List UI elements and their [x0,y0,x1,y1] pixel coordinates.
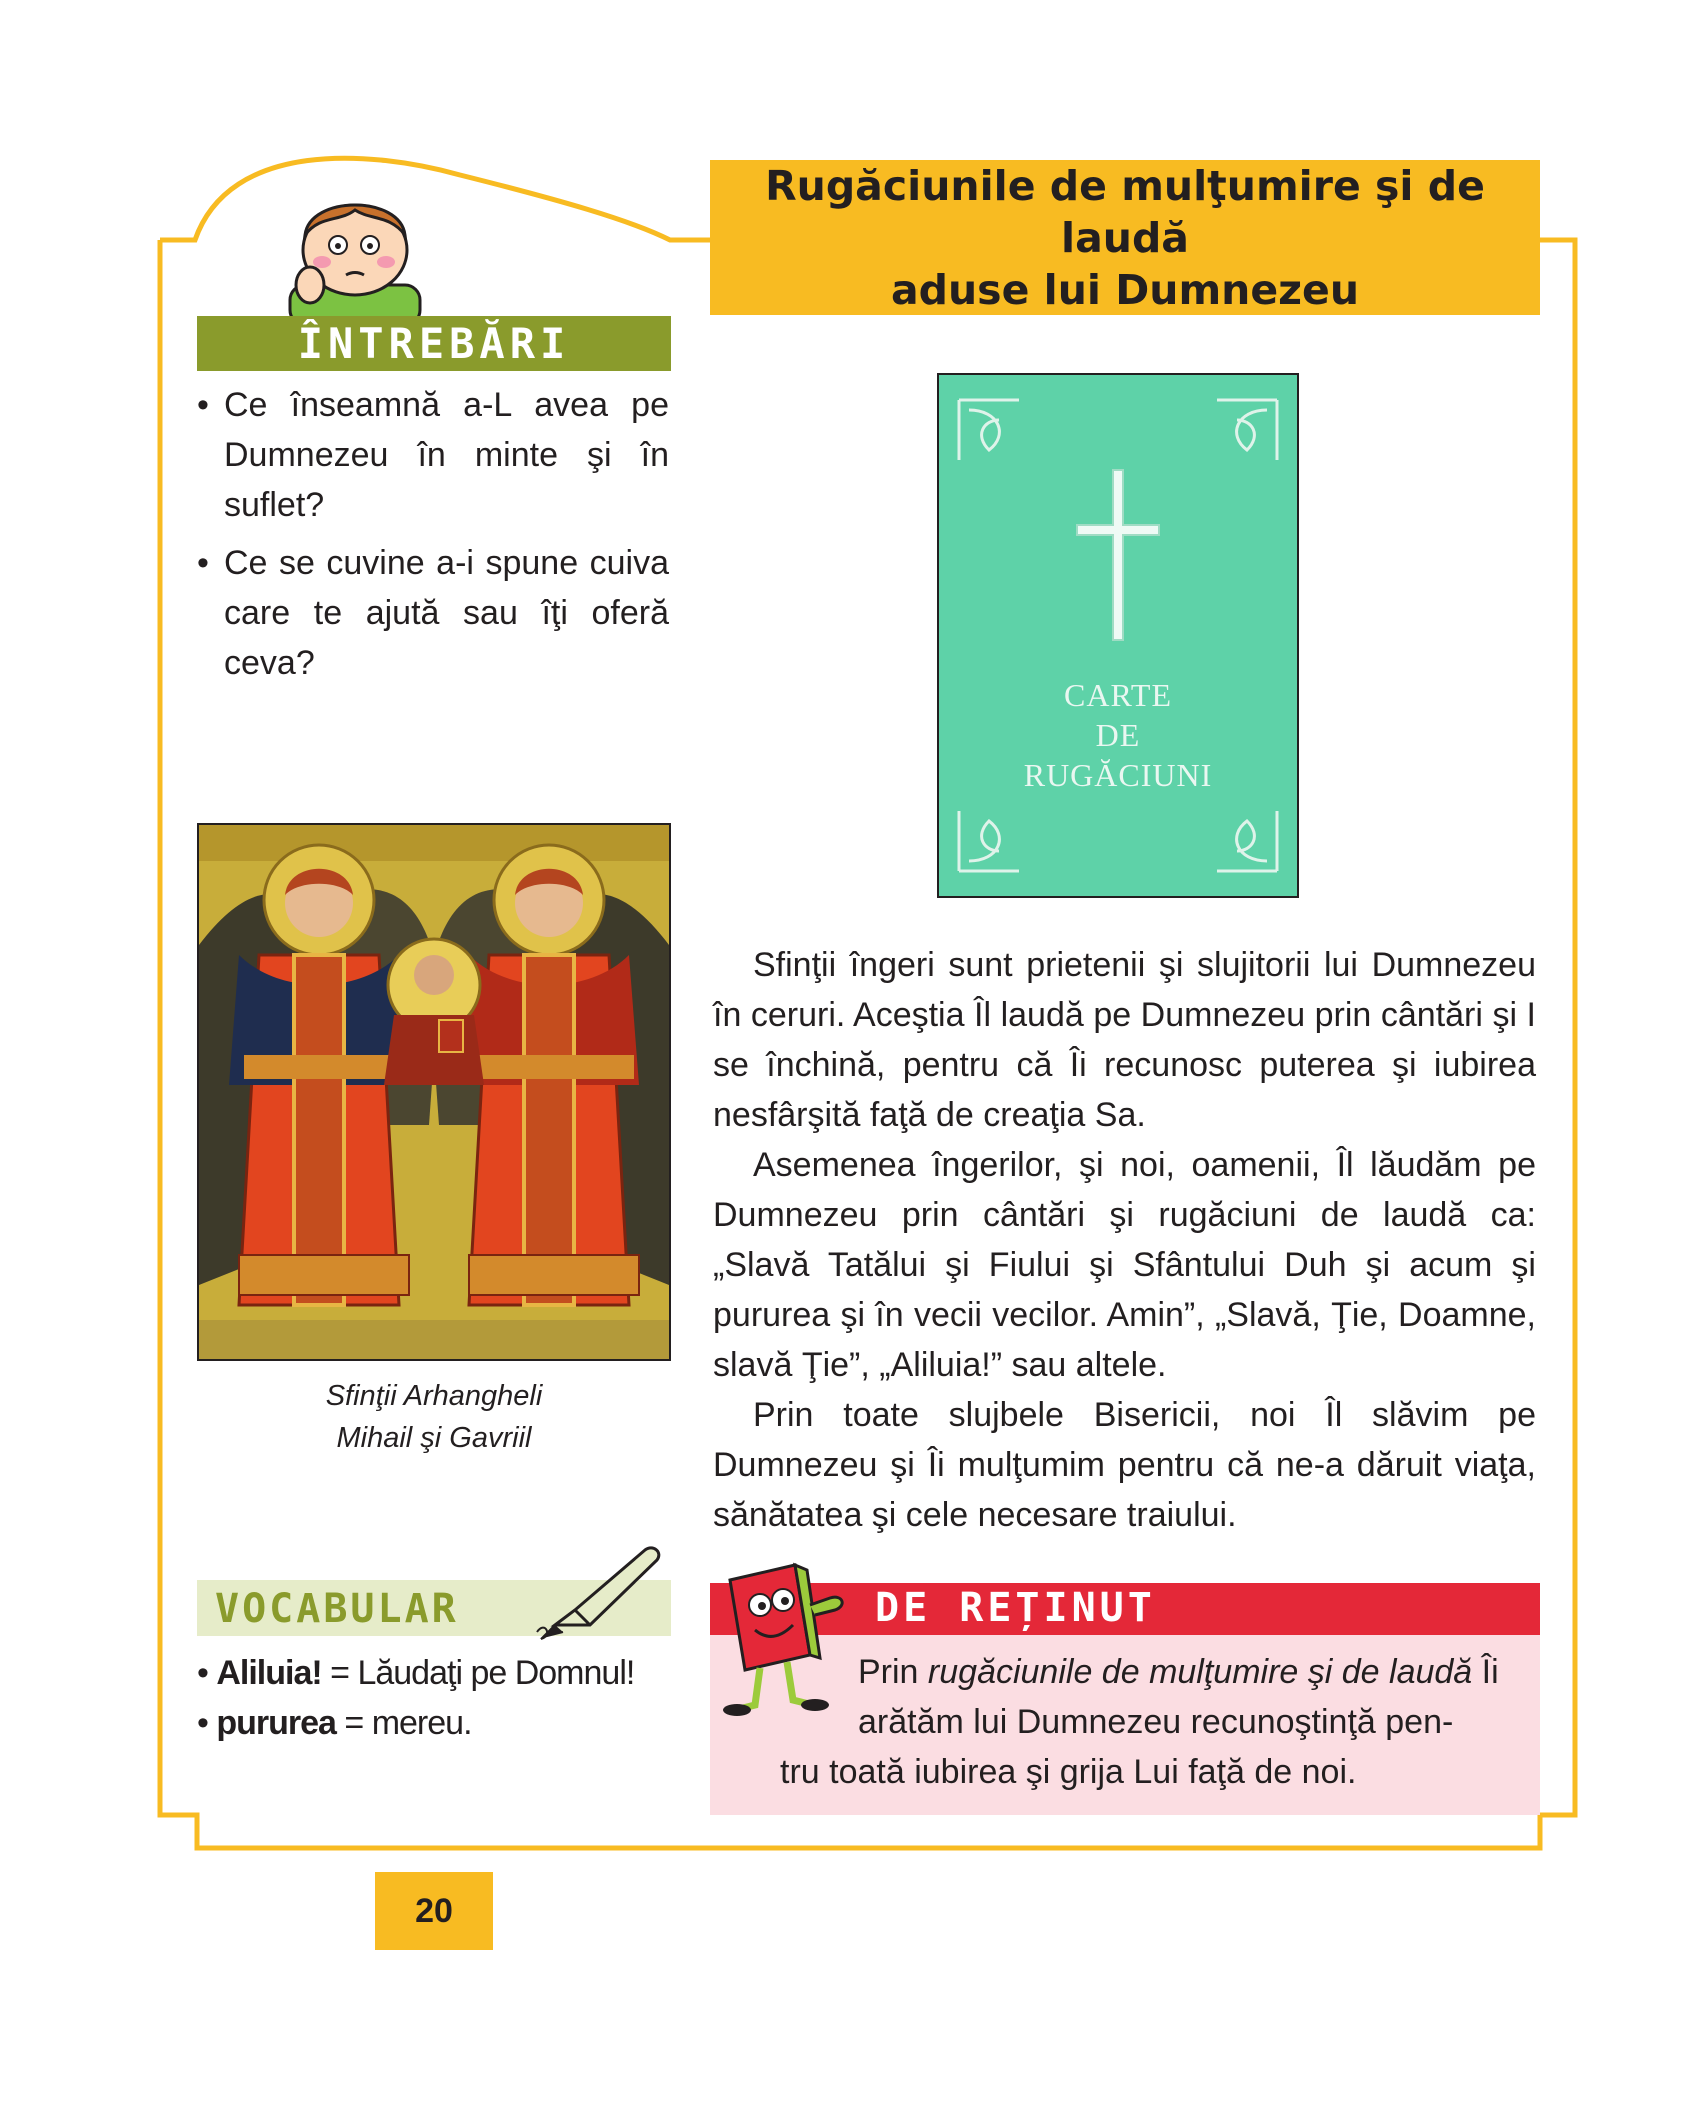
lesson-body [713,940,1536,1540]
body-paragraph: Prin toate slujbele Bisericii, noi Îl slăvim pe Dumnezeu şi Îi mulţumim pentru că ne-a dăruit viaţa, sănătatea şi cele necesare traiului. [713,1396,1536,1534]
vocabulary-heading: VOCABULAR [215,1586,459,1632]
questions-heading: ÎNTREBĂRI [297,319,571,368]
question-item: • Ce înseamnă a-L avea pe Dumnezeu în minte şi în suflet? [197,380,669,530]
vocabulary-item: • Aliluia! = Lăudaţi pe Domnul! [197,1654,635,1692]
page-number: 20 [375,1872,493,1950]
fountain-pen-icon [535,1540,670,1640]
bullet: • [197,544,209,582]
lesson-title: Rugăciunile de mulţumire şi de laudă aduse lui Dumnezeu [765,161,1485,314]
remember-line: tru toată iubirea şi grija Lui faţă de noi. [780,1753,1357,1791]
bullet: • [197,386,209,424]
vocabulary-item: • pururea = mereu. [197,1704,472,1742]
vocabulary-list [197,1648,677,1748]
questions-list [197,380,669,696]
body-paragraph: Asemenea îngerilor, şi noi, oamenii, Îl lăudăm pe Dumnezeu prin cântări şi rugăciuni de laudă ca: „Slavă Tatălui şi Fiului şi Sfântului Duh şi acum şi pururea şi în vecii vecilor. Amin”, „Slavă, Ţie, Doamne, slavă Ţie”, „Aliluia!” sau altele. [713,1146,1536,1384]
question-item: • Ce se cuvine a-i spune cuiva care te ajută sau îţi oferă ceva? [197,538,669,688]
archangels-icon-picture [199,825,669,1359]
prayer-book-image [937,373,1299,898]
remember-line: arătăm lui Dumnezeu recunoştinţă pen- [858,1703,1454,1741]
lesson-title-box [710,160,1540,315]
archangels-icon-image [197,823,671,1361]
book-ornaments [939,375,1297,896]
remember-line: Prin rugăciunile de mulţumire şi de laudă Îi [858,1653,1499,1691]
archangels-caption: Sfinţii Arhangheli Mihail şi Gavriil [325,1380,543,1454]
thinking-boy-illustration [280,190,430,320]
cross-icon [1077,470,1159,640]
body-paragraph: Sfinţii îngeri sunt prietenii şi slujitorii lui Dumnezeu în ceruri. Aceştia Îl laudă pe Dumnezeu prin cântări şi I se închină, pentru că Îi recunosc puterea şi iubirea nesfârşită faţă de creaţia Sa. [713,946,1536,1134]
remember-text [780,1647,1522,1797]
questions-heading-band [197,316,671,371]
book-cover-title: CARTE DE RUGĂCIUNI [1023,677,1213,793]
remember-heading: DE REȚINUT [875,1585,1156,1631]
